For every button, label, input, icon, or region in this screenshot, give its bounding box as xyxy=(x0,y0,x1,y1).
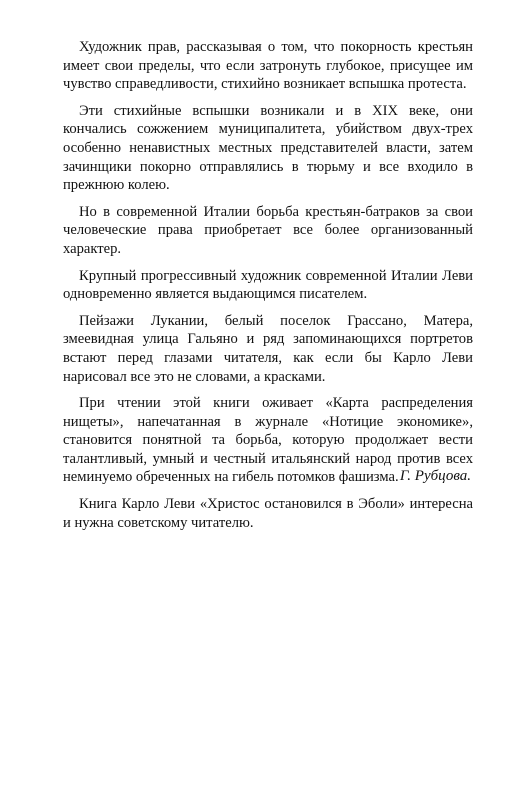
paragraph-5: Пейзажи Лукании, белый поселок Грассано, Матера, змеевидная улица Гальяно и ряд запоминающихся портретов встают перед глазами читателя, как если бы Карло Леви нарисовал все это не словами, а красками. xyxy=(63,312,473,385)
author-signature: Г. Рубцова. xyxy=(399,468,471,484)
paragraph-2: Эти стихийные вспышки возникали и в XIX веке, они кончались сожжением муниципалитета, убийством двух-трех особенно ненавистных местных представителей власти, затем зачинщики покорно отправлялись в тюрьму и все входило в прежнюю колею. xyxy=(63,102,473,194)
paragraph-7: Книга Карло Леви «Христос остановился в Эболи» интересна и нужна советскому читателю. xyxy=(63,496,473,531)
body-text xyxy=(63,38,473,540)
paragraph-6: При чтении этой книги оживает «Карта распределения нищеты», напечатанная в журнале «Нотицие экономике», становится понятной та борьба, которую продолжает вести талантливый, умный и честный итальянский народ против всех неминуемо обреченных на гибель потомков фашизма. xyxy=(63,395,473,486)
paragraph-3: Но в современной Италии борьба крестьян-батраков за свои человеческие права приобретает все более организованный характер. xyxy=(63,203,473,257)
paragraph-1: Художник прав, рассказывая о том, что покорность крестьян имеет свои пределы, что если затронуть глубокое, присущее им чувство справедливости, стихийно возникает вспышка протеста. xyxy=(63,39,473,93)
paragraph-4: Крупный прогрессивный художник современной Италии Леви одновременно является выдающимся писателем. xyxy=(63,267,473,303)
